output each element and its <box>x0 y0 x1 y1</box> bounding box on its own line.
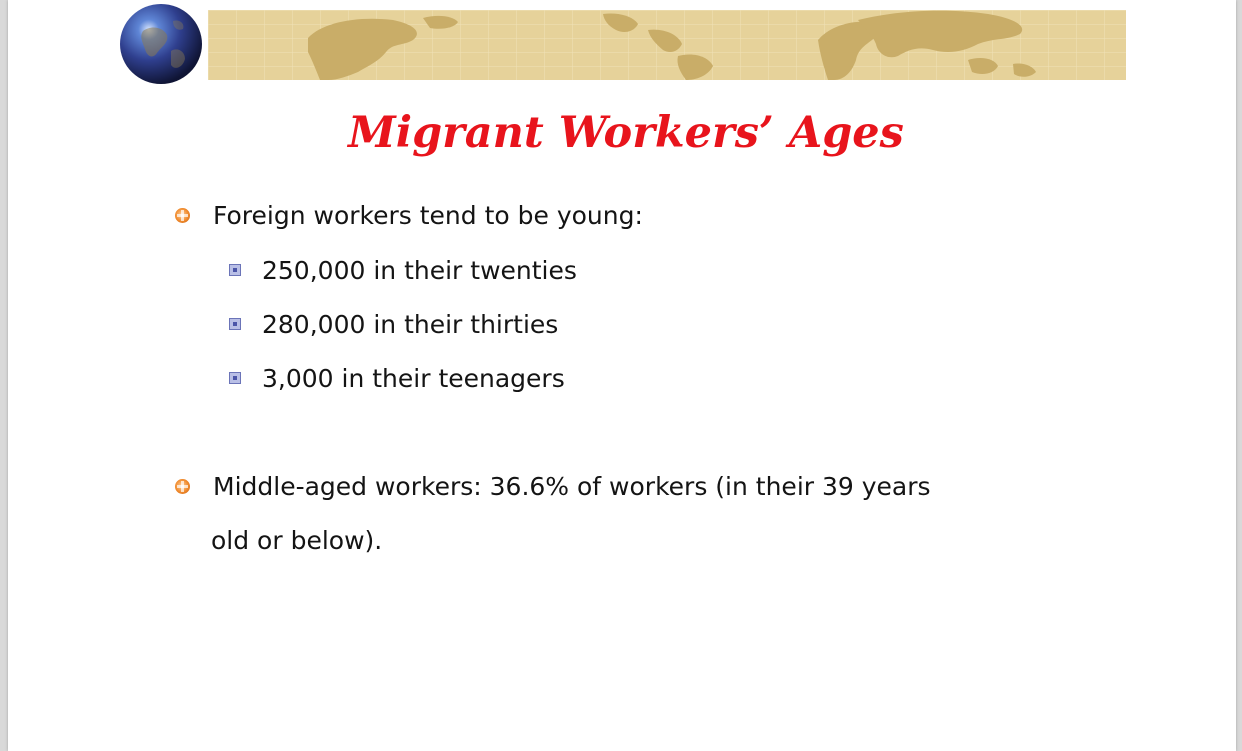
sub-bullet-text: 3,000 in their teenagers <box>262 363 565 393</box>
bullet-continuation <box>211 525 382 555</box>
sub-bullet-text: 250,000 in their twenties <box>262 255 577 285</box>
world-map-banner <box>208 10 1126 80</box>
orange-circle-bullet-icon <box>175 208 190 223</box>
bullet-text: Foreign workers tend to be young: <box>213 200 643 230</box>
sub-bullet-item <box>229 255 577 285</box>
orange-circle-bullet-icon <box>175 479 190 494</box>
blue-square-bullet-icon <box>229 264 241 276</box>
sub-bullet-item <box>229 309 558 339</box>
sub-bullet-item <box>229 363 565 393</box>
sub-bullet-text: 280,000 in their thirties <box>262 309 559 339</box>
globe-icon <box>113 1 209 87</box>
bullet-text-line-2: old or below). <box>211 525 383 555</box>
bullet-item <box>175 471 931 501</box>
bullet-item <box>175 200 643 230</box>
bullet-text-line-1: Middle-aged workers: 36.6% of workers (in their 39 years <box>213 471 931 501</box>
slide-title: Migrant Workers’ Ages <box>348 108 904 158</box>
blue-square-bullet-icon <box>229 372 241 384</box>
blue-square-bullet-icon <box>229 318 241 330</box>
world-map-icon <box>208 10 1126 80</box>
slide <box>8 0 1236 751</box>
